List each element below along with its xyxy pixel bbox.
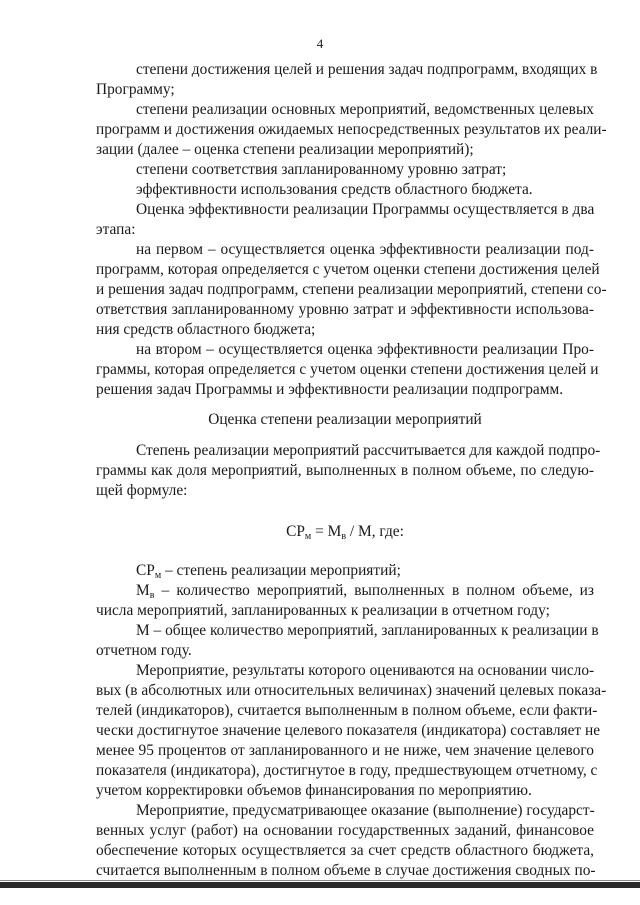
text-line: Мероприятие, результаты которого оцениваются на основании число- [136,662,595,679]
text-line: степени реализации основных мероприятий, ведомственных целевых [136,101,594,118]
text-line: эффективности использования средств областного бюджета. [136,181,533,198]
definition-mv: $М_в$ – количество мероприятий, выполненных в полном объеме, из [136,582,594,601]
formula: $СР_м = М_в / М$, где: [286,523,404,542]
text-line: на первом – осуществляется оценка эффективности реализации под- [136,241,594,258]
text-line: отчетном году. [96,642,192,659]
text-line: считается выполненным в полном объеме в случае достижения сводных по- [96,862,596,879]
text-line: на втором – осуществляется оценка эффективности реализации Про- [136,341,594,358]
text-line: менее 95 процентов от запланированного и не ниже, чем значение целевого [96,742,594,759]
text-line: венных услуг (работ) на основании государственных заданий, финансовое [96,822,594,839]
text-line: граммы как доля мероприятий, выполненных в полном объеме, по следую- [96,462,594,479]
text-line: этапа: [96,221,136,238]
text-line: зации (далее – оценка степени реализации мероприятий); [96,141,474,158]
text-line: обеспечение которых осуществляется за счет средств областного бюджета, [96,842,594,859]
text-line: М – общее количество мероприятий, запланированных к реализации в [136,622,599,639]
text-line: степени достижения целей и решения задач подпрограмм, входящих в [136,61,598,78]
text-line: программ, которая определяется с учетом оценки степени достижения целей [96,261,600,278]
text-line: чески достигнутое значение целевого показателя (индикатора) составляет не [96,722,601,739]
text-line: и решения задач подпрограмм, степени реализации мероприятий, степени со- [96,281,607,298]
text-line: степени соответствия запланированному уровню затрат; [136,161,507,178]
text-line: программ и достижения ожидаемых непосредственных результатов их реали- [96,121,607,138]
definition-sr: $СР_м$ – степень реализации мероприятий; [136,562,401,581]
text-line: учетом корректировки объемов финансирования по мероприятию. [96,782,532,799]
text-line: числа мероприятий, запланированных к реализации в отчетном году; [96,602,550,619]
text-line: вых (в абсолютных или относительных величинах) значений целевых показа- [96,682,607,699]
text-line: показателя (индикатора), достигнутое в году, предшествующем отчетному, с [96,762,598,779]
text-line: ответствия запланированному уровню затрат и эффективности использова- [96,301,594,318]
section-heading: Оценка степени реализации мероприятий [208,411,482,428]
scan-edge-line [0,880,640,881]
text-line: ния средств областного бюджета; [96,321,316,338]
text-line: телей (индикаторов), считается выполненным в полном объеме, если факти- [96,702,598,719]
text-line: решения задач Программы и эффективности реализации подпрограмм. [96,381,564,398]
page-number: 4 [316,36,324,51]
formula-lhs: СР [286,523,305,540]
text-line: Степень реализации мероприятий рассчитывается для каждой подпро- [136,442,601,459]
text-line: щей формуле: [96,482,188,499]
scan-edge-bar [0,882,640,888]
text-line: Мероприятие, предусматривающее оказание (выполнение) государст- [136,802,595,819]
text-line: граммы, которая определяется с учетом оценки степени достижения целей и [96,361,599,378]
text-line: Оценка эффективности реализации Программы осуществляется в два [136,201,595,218]
text-line: Программу; [96,81,175,98]
